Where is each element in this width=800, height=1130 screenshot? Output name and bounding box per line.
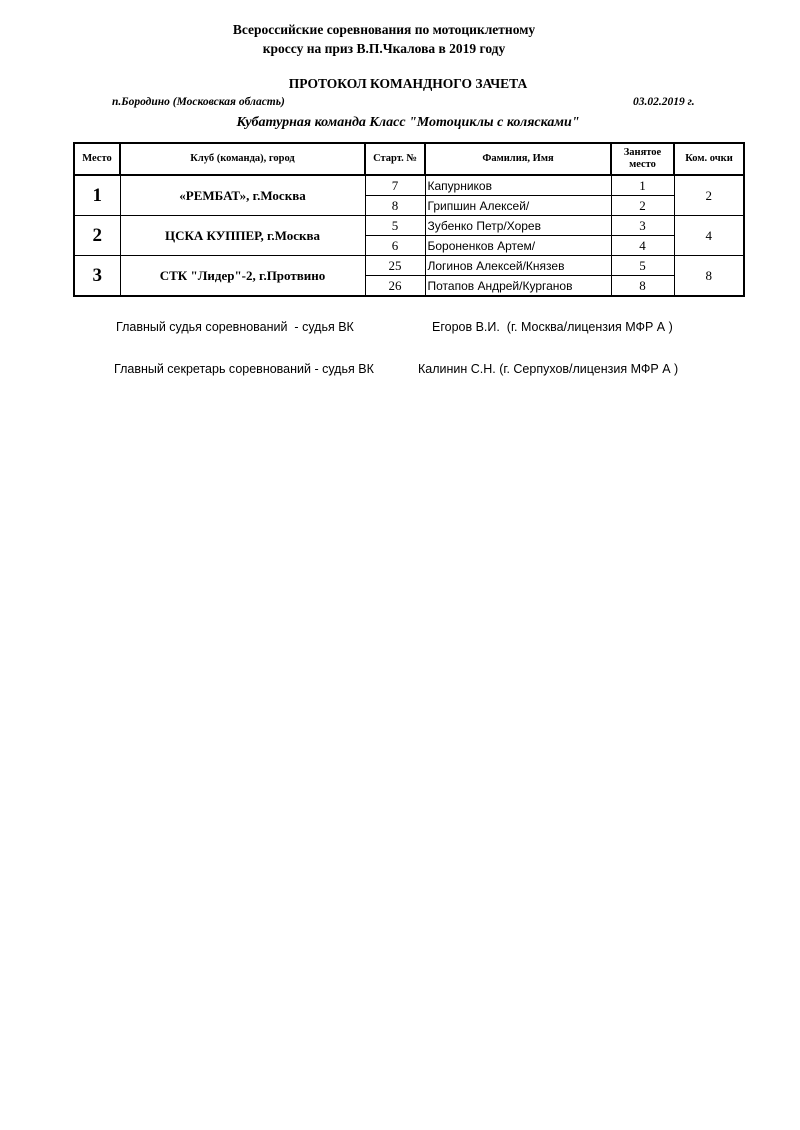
column-header-name: Фамилия, Имя: [425, 143, 611, 175]
rider-name: Зубенко Петр/Хорев: [425, 216, 611, 236]
team-points: 2: [674, 175, 744, 216]
rider-name: Бороненков Артем/: [425, 236, 611, 256]
column-header-place: Место: [74, 143, 120, 175]
location-text: п.Бородино (Московская область): [112, 96, 285, 108]
rider-name: Грипшин Алексей/: [425, 196, 611, 216]
chief-secretary-role: Главный секретарь соревнований - судья ВК: [114, 362, 374, 376]
rider-name: Логинов Алексей/Князев: [425, 256, 611, 276]
team-club: ЦСКА КУППЕР, г.Москва: [120, 216, 365, 256]
rider-finish-place: 1: [611, 175, 674, 196]
rider-finish-place: 5: [611, 256, 674, 276]
rider-name: Потапов Андрей/Курганов: [425, 276, 611, 297]
rider-finish-place: 2: [611, 196, 674, 216]
team-points: 8: [674, 256, 744, 297]
column-header-club: Клуб (команда), город: [120, 143, 365, 175]
rider-start-number: 7: [365, 175, 425, 196]
rider-start-number: 26: [365, 276, 425, 297]
column-header-points: Ком. очки: [674, 143, 744, 175]
class-title: Кубатурная команда Класс "Мотоциклы с колясками": [236, 115, 580, 130]
protocol-title: ПРОТОКОЛ КОМАНДНОГО ЗАЧЕТА: [288, 76, 528, 91]
table-row: [74, 256, 744, 276]
team-place: 2: [74, 216, 120, 256]
team-club: СТК "Лидер"-2, г.Протвино: [120, 256, 365, 297]
rider-start-number: 6: [365, 236, 425, 256]
team-club: «РЕМБАТ», г.Москва: [120, 175, 365, 216]
table-header-row: [74, 143, 744, 175]
chief-judge-role: Главный судья соревнований - судья ВК: [116, 320, 354, 334]
results-table: [73, 142, 745, 297]
rider-start-number: 5: [365, 216, 425, 236]
column-header-finish-line1: Занятое: [623, 147, 662, 158]
date-text: 03.02.2019 г.: [633, 96, 695, 108]
competition-title: [0, 20, 768, 58]
team-place: 3: [74, 256, 120, 297]
column-header-finish-line2: место: [629, 159, 656, 170]
chief-secretary-name: Калинин С.Н. (г. Серпухов/лицензия МФР А ): [418, 362, 679, 376]
table-row: [74, 175, 744, 196]
rider-finish-place: 4: [611, 236, 674, 256]
rider-start-number: 25: [365, 256, 425, 276]
team-points: 4: [674, 216, 744, 256]
chief-judge-name: Егоров В.И. (г. Москва/лицензия МФР А ): [432, 320, 673, 334]
rider-name: Капурников: [425, 175, 611, 196]
column-header-start: Старт. №: [365, 143, 425, 175]
competition-title-line1: Всероссийские соревнования по мотоциклетному: [232, 22, 536, 37]
table-row: [74, 216, 744, 236]
competition-title-line2: кроссу на приз В.П.Чкалова в 2019 году: [262, 41, 506, 56]
column-header-finish: [611, 143, 674, 175]
rider-finish-place: 8: [611, 276, 674, 297]
rider-finish-place: 3: [611, 216, 674, 236]
team-place: 1: [74, 175, 120, 216]
rider-start-number: 8: [365, 196, 425, 216]
